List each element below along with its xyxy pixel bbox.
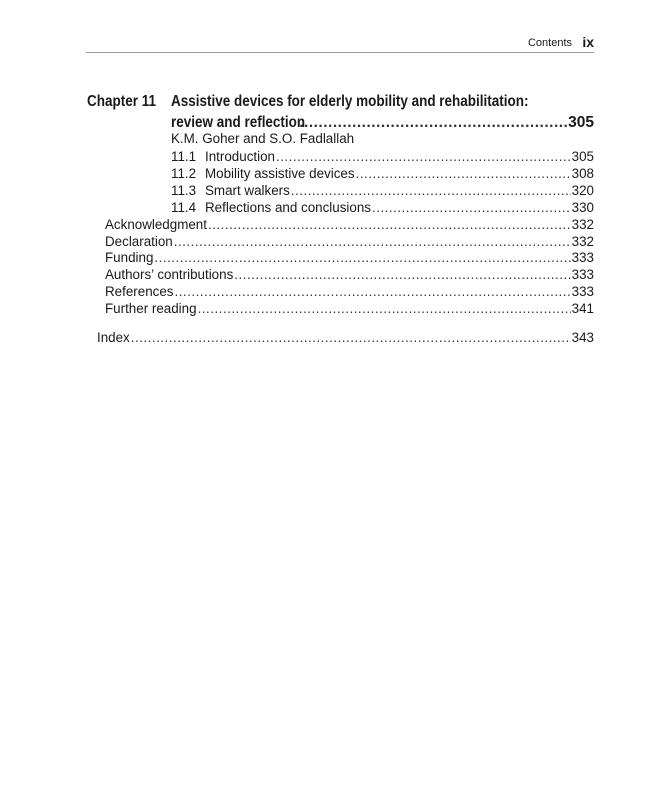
entry-title: Further reading xyxy=(105,301,197,316)
toc-entry-authors-contributions[interactable] xyxy=(105,266,594,283)
section-page: 308 xyxy=(571,166,594,181)
dot-leader xyxy=(131,329,571,346)
section-number: 11.1 xyxy=(171,149,197,164)
toc-entry-section-11-1[interactable] xyxy=(171,148,594,165)
entry-title: Declaration xyxy=(105,234,173,249)
dot-leader xyxy=(372,199,571,216)
running-head-label: Contents xyxy=(527,37,572,49)
entry-page: 332 xyxy=(571,234,594,249)
entry-page: 333 xyxy=(571,284,594,299)
toc-entry-funding[interactable] xyxy=(105,249,594,266)
dot-leader xyxy=(174,283,570,300)
chapter-number: Chapter 11 xyxy=(87,93,156,110)
dot-leader xyxy=(208,216,571,233)
dot-leader xyxy=(356,165,571,182)
entry-page: 332 xyxy=(571,217,594,232)
dot-leader xyxy=(174,233,571,250)
section-number: 11.3 xyxy=(171,183,197,198)
toc-entry-acknowledgment[interactable] xyxy=(105,216,594,233)
entry-title: References xyxy=(105,284,174,299)
toc-entry-section-11-2[interactable] xyxy=(171,165,594,182)
toc-entry-references[interactable] xyxy=(105,283,594,300)
entry-page: 333 xyxy=(571,267,594,282)
entry-title: Acknowledgment xyxy=(105,217,207,232)
section-title: Mobility assistive devices xyxy=(205,166,355,181)
dot-leader xyxy=(198,300,571,317)
toc-entry-index[interactable] xyxy=(97,329,594,346)
section-title: Introduction xyxy=(205,149,275,164)
section-title: Reflections and conclusions xyxy=(205,200,371,215)
section-number: 11.2 xyxy=(171,166,197,181)
entry-page: 341 xyxy=(571,301,594,316)
chapter-authors: K.M. Goher and S.O. Fadlallah xyxy=(171,131,355,146)
entry-title: Funding xyxy=(105,250,154,265)
dot-leader xyxy=(276,148,571,165)
entry-title: Authors’ contributions xyxy=(105,267,234,282)
chapter-title-line2: review and reflection xyxy=(171,114,306,131)
entry-page: 333 xyxy=(571,250,594,265)
chapter-page: 305 xyxy=(568,114,594,131)
chapter-title-line1: Assistive devices for elderly mobility and rehabilitation: xyxy=(171,93,529,110)
page-number: ix xyxy=(582,34,594,50)
toc-entry-section-11-3[interactable] xyxy=(171,182,594,199)
toc-entry-declaration[interactable] xyxy=(105,233,594,250)
section-page: 305 xyxy=(571,149,594,164)
toc-entry-further-reading[interactable] xyxy=(105,300,594,317)
section-title: Smart walkers xyxy=(205,183,290,198)
running-head xyxy=(86,36,594,53)
entry-page: 343 xyxy=(571,330,594,345)
toc-entry-chapter-11[interactable] xyxy=(171,114,594,131)
section-page: 330 xyxy=(571,200,594,215)
dot-leader xyxy=(154,249,570,266)
section-number: 11.4 xyxy=(171,200,197,215)
dot-leader xyxy=(291,182,571,199)
dot-leader xyxy=(299,114,567,131)
section-page: 320 xyxy=(571,183,594,198)
dot-leader xyxy=(234,266,570,283)
toc-entry-section-11-4[interactable] xyxy=(171,199,594,216)
entry-title: Index xyxy=(97,330,130,345)
